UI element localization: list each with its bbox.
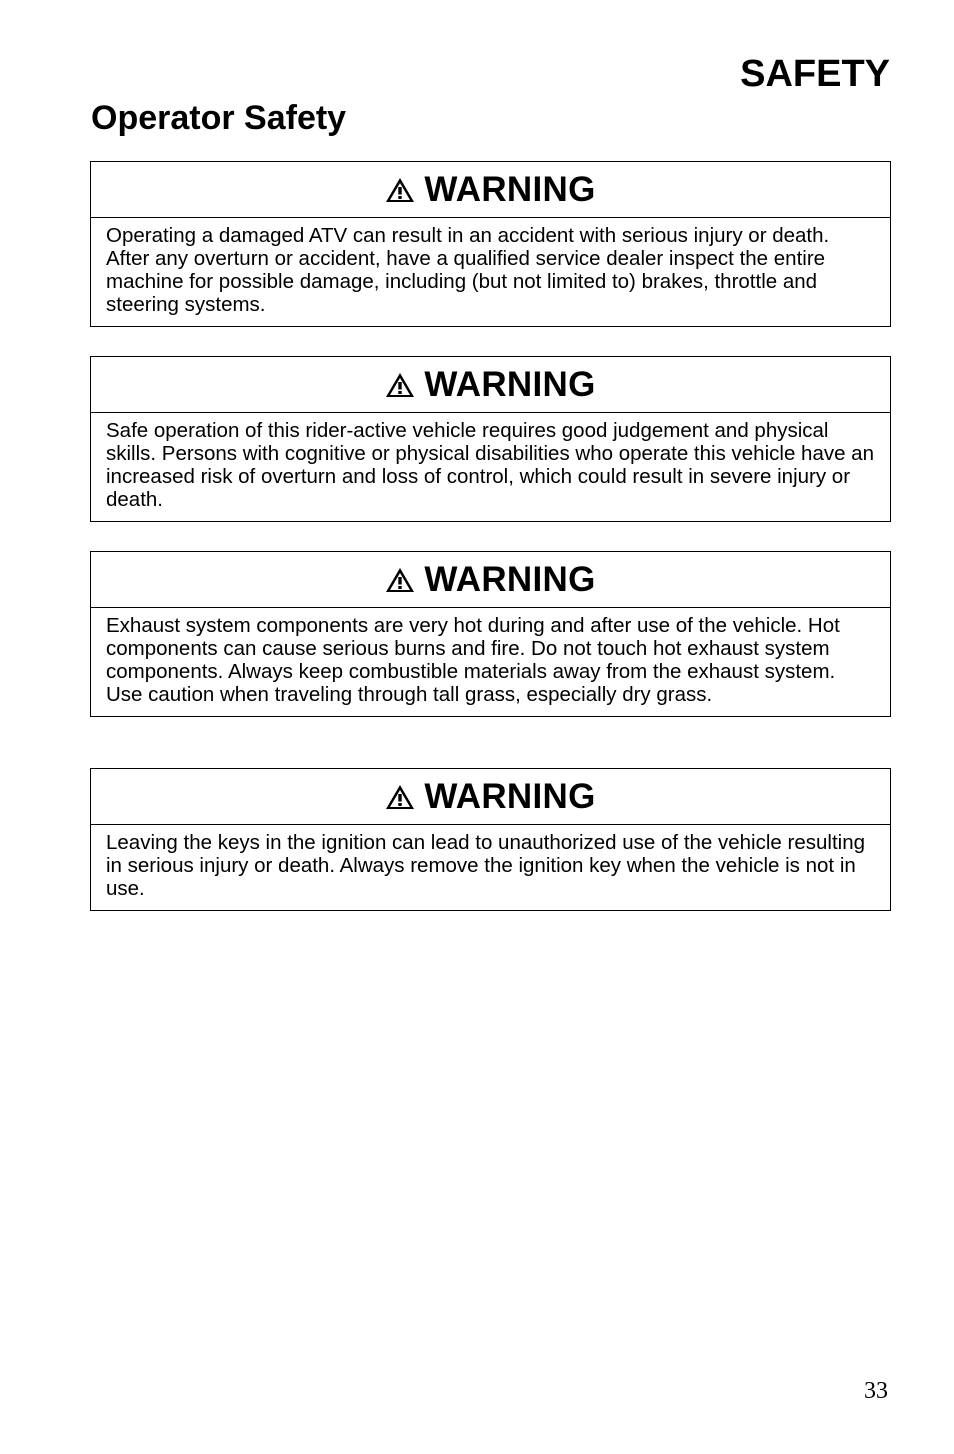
- warning-label: WARNING: [424, 169, 596, 209]
- warning-header: [91, 357, 890, 413]
- warning-header: [91, 552, 890, 608]
- warning-triangle-icon: [385, 784, 415, 810]
- warning-text: Exhaust system components are very hot during and after use of the vehicle. Hot components can cause serious burns and fire. Do not touch hot exhaust system components. Always keep combustible materials away from the exhaust system. Use caution when traveling through tall grass, especially dry grass.: [106, 614, 840, 706]
- warning-triangle-icon: [385, 567, 415, 593]
- page-number: 33: [864, 1378, 888, 1404]
- warning-box: [90, 356, 891, 522]
- warning-triangle-icon: [385, 372, 415, 398]
- page-title: Operator Safety: [91, 99, 347, 137]
- warning-text: Leaving the keys in the ignition can lead to unauthorized use of the vehicle resulting in serious injury or death. Always remove the ignition key when the vehicle is not in use.: [106, 831, 866, 900]
- warning-text: Operating a damaged ATV can result in an accident with serious injury or death. After any overturn or accident, have a qualified service dealer inspect the entire machine for possible damage, including (but not limited to) brakes, throttle and steering systems.: [106, 224, 830, 316]
- warning-text: Safe operation of this rider-active vehicle requires good judgement and physical skills. Persons with cognitive or physical disabilities who operate this vehicle have an increased risk of overturn and loss of control, which could result in severe injury or death.: [106, 419, 874, 511]
- warning-box: [90, 768, 891, 911]
- warning-label: WARNING: [424, 776, 596, 816]
- warning-box: [90, 161, 891, 327]
- warning-label: WARNING: [424, 364, 596, 404]
- warning-header: [91, 162, 890, 218]
- warning-triangle-icon: [385, 177, 415, 203]
- warning-label: WARNING: [424, 559, 596, 599]
- warning-header: [91, 769, 890, 825]
- warning-box: [90, 551, 891, 717]
- section-header: SAFETY: [740, 53, 890, 95]
